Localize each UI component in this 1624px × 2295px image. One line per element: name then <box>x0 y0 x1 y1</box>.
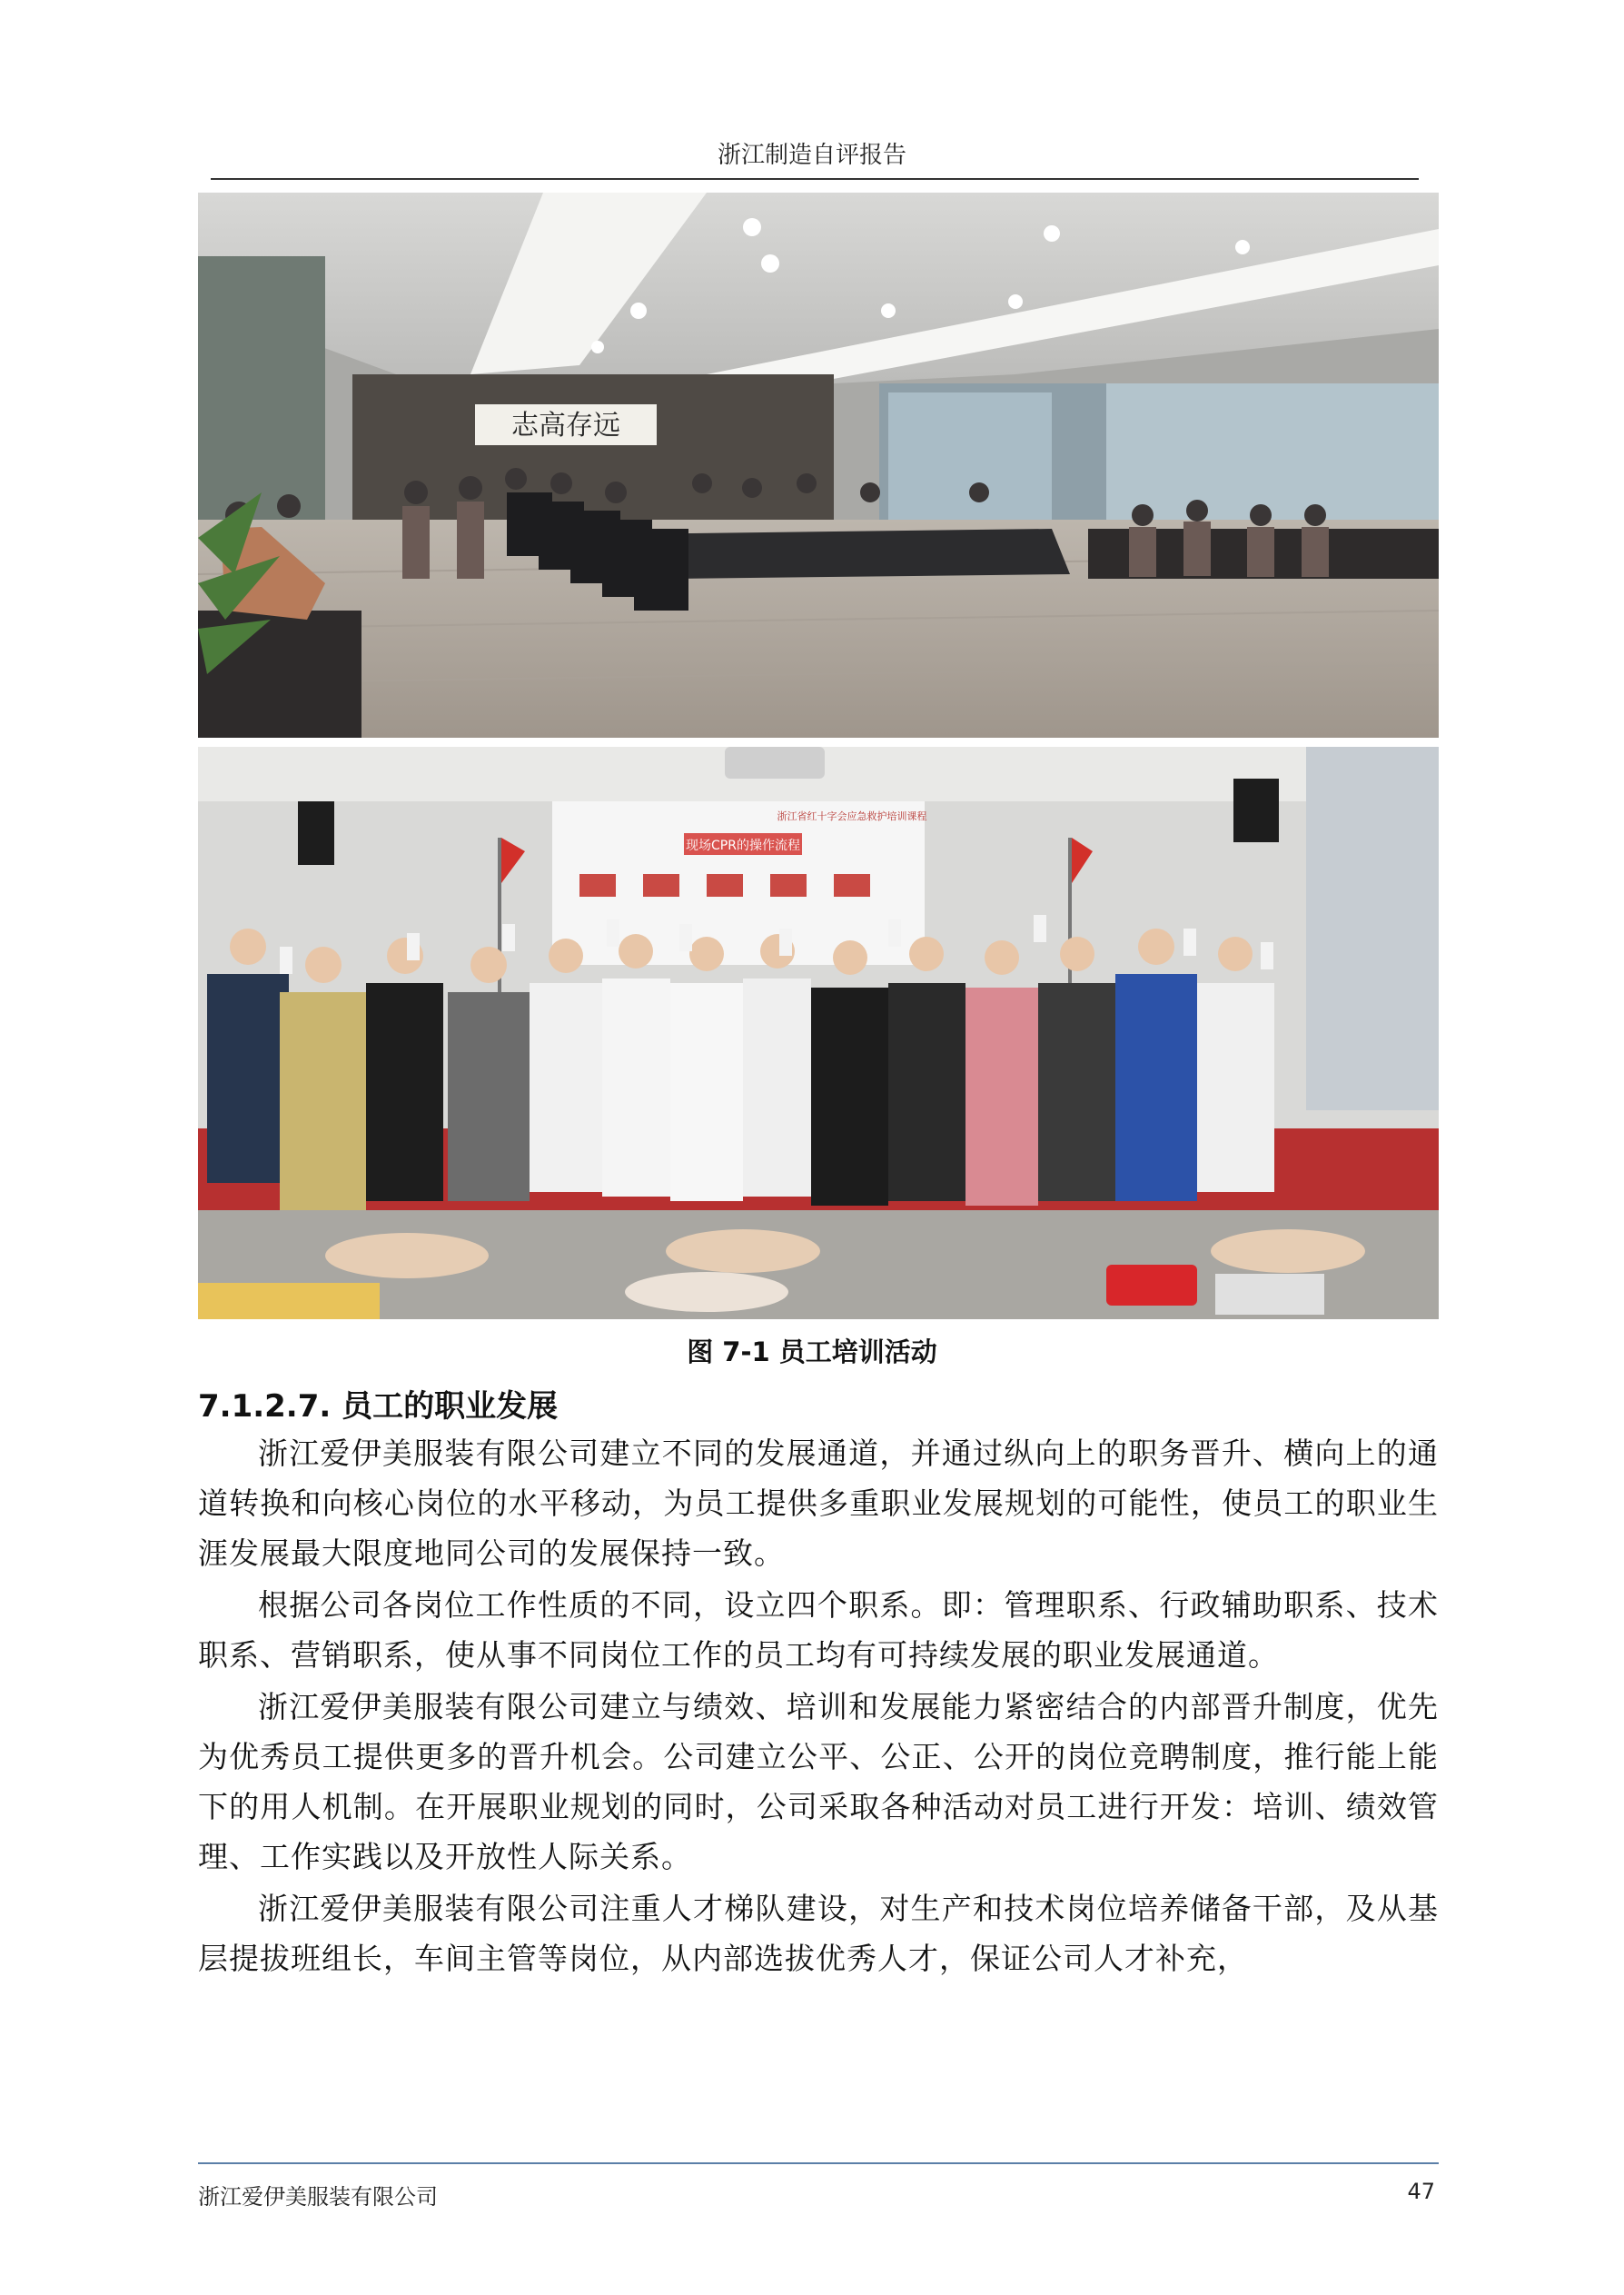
paragraph: 浙江爱伊美服装有限公司建立不同的发展通道，并通过纵向上的职务晋升、横向上的通道转换和向核心岗位的水平移动，为员工提供多重职业发展规划的可能性，使员工的职业生涯发展最大限度地同公司的发展保持一致。 <box>198 1436 1439 1571</box>
footer-rule <box>198 2162 1439 2164</box>
slide-title: 现场CPR的操作流程 <box>686 839 800 853</box>
footer-company: 浙江爱伊美服装有限公司 <box>198 2184 438 2210</box>
paragraph: 浙江爱伊美服装有限公司注重人才梯队建设，对生产和技术岗位培养储备干部，及从基层提拔班组长，车间主管等岗位，从内部选拔优秀人才，保证公司人才补充， <box>198 1891 1439 1976</box>
paragraph: 根据公司各岗位工作性质的不同，设立四个职系。即：管理职系、行政辅助职系、技术职系、营销职系，使从事不同岗位工作的员工均有可持续发展的职业发展通道。 <box>198 1587 1439 1673</box>
wall-banner: 志高存远 <box>511 410 620 442</box>
body-text <box>198 1428 1439 1985</box>
training-photo-meeting-room <box>198 193 1439 738</box>
figure-caption: 图 7-1 员工培训活动 <box>687 1336 937 1367</box>
slide-header: 浙江省红十字会应急救护培训课程 <box>777 810 927 822</box>
training-photo-cpr-group <box>198 747 1439 1319</box>
section-heading: 7.1.2.7. 员工的职业发展 <box>198 1388 559 1425</box>
paragraph: 浙江爱伊美服装有限公司建立与绩效、培训和发展能力紧密结合的内部晋升制度，优先为优秀员工提供更多的晋升机会。公司建立公平、公正、公开的岗位竞聘制度，推行能上能下的用人机制。在开展职业规划的同时，公司采取各种活动对员工进行开发：培训、绩效管理、工作实践以及开放性人际关系。 <box>198 1689 1439 1874</box>
header-title: 浙江制造自评报告 <box>717 142 906 169</box>
header-rule <box>211 178 1419 180</box>
page-number: 47 <box>1407 2179 1435 2204</box>
